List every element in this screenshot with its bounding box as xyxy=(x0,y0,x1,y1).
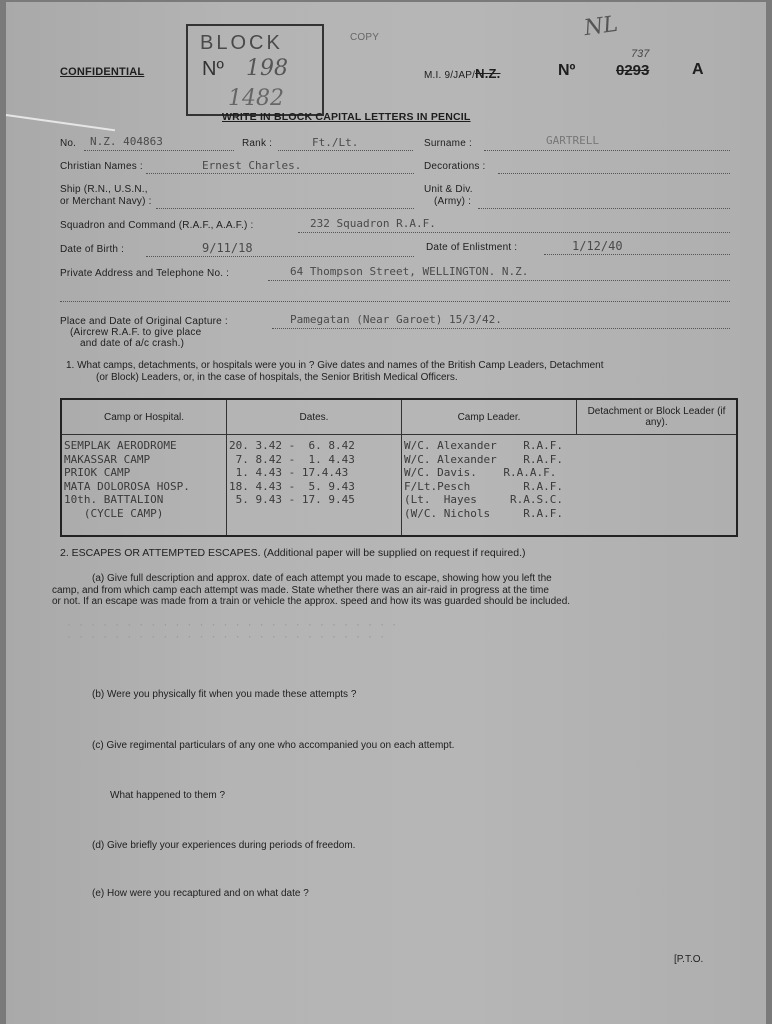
copy-mark: COPY xyxy=(350,32,380,43)
camp-entry: MATA DOLOROSA HOSP. xyxy=(64,479,190,493)
capture-label-3: and date of a/c crash.) xyxy=(80,338,185,349)
dob-value: 9/11/18 xyxy=(202,241,253,255)
dates-cell xyxy=(227,435,402,537)
camps-table xyxy=(60,398,738,537)
rank-value: Ft./Lt. xyxy=(312,136,359,149)
camp-entry: SEMPLAK AERODROME xyxy=(64,439,177,452)
instruction-heading: WRITE IN BLOCK CAPITAL LETTERS IN PENCIL xyxy=(222,111,471,123)
camps-table-body xyxy=(61,435,737,537)
leader-entry: (Lt. Hayes R.A.S.C. xyxy=(404,493,563,507)
question-e: (e) How were you recaptured and on what date ? xyxy=(92,888,309,899)
section-2-title: 2. ESCAPES OR ATTEMPTED ESCAPES. (Additional paper will be supplied on request if required.) xyxy=(60,547,526,559)
camp-entry: (CYCLE CAMP) xyxy=(64,506,164,520)
bleed-through-text: · · · · · · · · · · · · · · · · · · · · · · · · · · · xyxy=(66,632,386,643)
dob-label: Date of Birth : xyxy=(60,244,125,255)
address-line-2 xyxy=(60,301,730,302)
col-dates-header: Dates. xyxy=(227,399,402,435)
camp-entry: PRIOK CAMP xyxy=(64,466,131,480)
rank-line xyxy=(278,150,413,151)
ship-line xyxy=(156,208,414,209)
christian-names-line xyxy=(146,173,414,174)
date-entry: 1. 4.43 - 17.4.43 xyxy=(229,466,349,480)
mi-reference: M.I. 9/JAP/N.Z. xyxy=(424,66,501,81)
leader-entry: F/Lt.Pesch R.A.F. xyxy=(404,479,563,493)
address-line-1 xyxy=(268,280,730,281)
stamp-block-text: BLOCK xyxy=(200,32,283,54)
service-number-value: N.Z. 404863 xyxy=(90,135,163,148)
camp-cell xyxy=(61,435,227,537)
binding-string xyxy=(6,114,115,131)
section-1-question: 1. What camps, detachments, or hospitals were you in ? Give dates and names of the British Camp Leaders, Detachment (or Block) Leaders, or, in the case of hospitals, the Senior British Medical Officers. xyxy=(66,360,604,383)
date-entry: 5. 9.43 - 17. 9.45 xyxy=(229,493,355,507)
confidential-heading: CONFIDENTIAL xyxy=(60,66,145,78)
leader-cell xyxy=(402,435,738,537)
enlistment-value: 1/12/40 xyxy=(572,239,623,253)
ship-label-2: or Merchant Navy) : xyxy=(60,196,152,207)
bleed-through-text: · · · · · · · · · · · · · · · · · · · · · · · · · · · · xyxy=(66,620,398,631)
enlistment-label: Date of Enlistment : xyxy=(426,242,518,253)
leader-entry: W/C. Alexander R.A.F. xyxy=(404,452,563,466)
rank-label: Rank : xyxy=(242,138,273,149)
col-detachment-header: Detachment or Block Leader (if any). xyxy=(577,399,738,435)
corner-handwritten-mark: NL xyxy=(582,11,620,42)
camp-entry: 10th. BATTALION xyxy=(64,493,164,507)
dob-line xyxy=(146,256,414,257)
christian-names-value: Ernest Charles. xyxy=(202,159,302,172)
decorations-line xyxy=(498,173,730,174)
stamp-no-text: Nº xyxy=(202,58,224,80)
leader-entry: W/C. Davis. R.A.A.F. xyxy=(404,466,557,480)
form-letter: A xyxy=(692,61,704,78)
unit-line xyxy=(478,208,730,209)
number-label: Nº xyxy=(558,62,576,79)
mi-ref-struck: N.Z. xyxy=(475,66,501,81)
camps-table-header xyxy=(61,399,737,435)
unit-label-1: Unit & Div. xyxy=(424,184,473,195)
date-entry: 7. 8.42 - 1. 4.43 xyxy=(229,452,355,466)
unit-label-2: (Army) : xyxy=(434,196,472,207)
col-camp-header: Camp or Hospital. xyxy=(61,399,227,435)
capture-label-2: (Aircrew R.A.F. to give place xyxy=(70,327,202,338)
squadron-value: 232 Squadron R.A.F. xyxy=(310,217,436,230)
capture-label-1: Place and Date of Original Capture : xyxy=(60,316,228,327)
question-d: (d) Give briefly your experiences during periods of freedom. xyxy=(92,840,356,851)
address-label: Private Address and Telephone No. : xyxy=(60,268,230,279)
number-struck: 0293 xyxy=(616,62,650,79)
surname-value: GARTRELL xyxy=(546,134,599,147)
no-line xyxy=(84,150,234,151)
stamp-number-1: 198 xyxy=(246,56,288,81)
squadron-line xyxy=(298,232,730,233)
camp-entry: MAKASSAR CAMP xyxy=(64,452,151,466)
number-new: 737 xyxy=(631,48,650,60)
stamp-number-2: 1482 xyxy=(228,86,284,111)
capture-line xyxy=(272,328,730,329)
date-entry: 20. 3.42 - 6. 8.42 xyxy=(229,439,355,452)
question-c-followup: What happened to them ? xyxy=(110,790,226,801)
surname-label: Surname : xyxy=(424,138,472,149)
enlistment-line xyxy=(544,254,730,255)
address-value: 64 Thompson Street, WELLINGTON. N.Z. xyxy=(290,265,529,278)
capture-value: Pamegatan (Near Garoet) 15/3/42. xyxy=(290,313,502,326)
form-page xyxy=(6,2,766,1024)
squadron-label: Squadron and Command (R.A.F., A.A.F.) : xyxy=(60,220,254,231)
surname-line xyxy=(484,150,730,151)
decorations-label: Decorations : xyxy=(424,161,486,172)
question-b: (b) Were you physically fit when you made these attempts ? xyxy=(92,689,357,700)
date-entry: 18. 4.43 - 5. 9.43 xyxy=(229,479,355,493)
leader-entry: (W/C. Nichols R.A.F. xyxy=(404,506,563,520)
christian-names-label: Christian Names : xyxy=(60,161,143,172)
leader-entry: W/C. Alexander R.A.F. xyxy=(404,439,563,452)
pto-note: [P.T.O. xyxy=(674,954,704,965)
no-label: No. xyxy=(60,138,77,149)
question-a: (a) Give full description and approx. date of each attempt you made to escape, showing how you left the camp, and from which camp each attempt was made. State whether there was an air-raid in progress at the time or not. If an escape was made from a train or vehicle the approx. speed and how its was guarded should be included. xyxy=(52,573,571,607)
col-leader-header: Camp Leader. xyxy=(402,399,577,435)
block-stamp xyxy=(186,24,324,116)
ship-label-1: Ship (R.N., U.S.N., xyxy=(60,184,148,195)
question-c: (c) Give regimental particulars of any one who accompanied you on each attempt. xyxy=(92,740,455,751)
